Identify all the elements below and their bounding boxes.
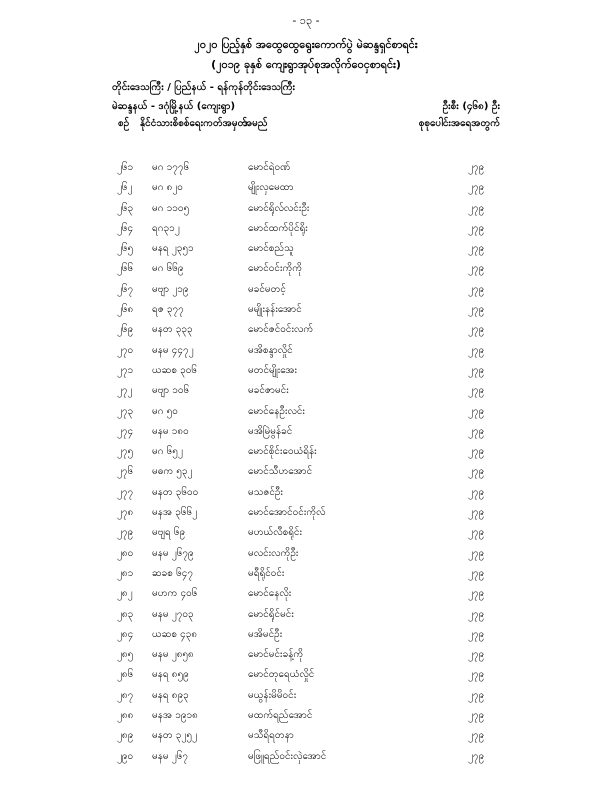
voter-table — [0, 160, 612, 769]
row-total: ၂၇၉ — [468, 567, 485, 579]
table-row — [0, 464, 612, 484]
table-row — [0, 586, 612, 606]
row-number: ၂၇၈ — [117, 507, 134, 519]
row-total: ၂၇၉ — [468, 324, 485, 336]
row-name: မောင်ရိုလ်လင်းဦး — [248, 202, 310, 214]
row-name: မသီရိရတနာ — [248, 730, 294, 742]
row-id: မဂ ၈၂၀ — [152, 182, 183, 194]
row-id: မနတ ၃၃၃ — [152, 324, 193, 336]
table-row — [0, 404, 612, 424]
row-id: မနမ ၁၈၀ — [152, 425, 189, 437]
row-total: ၂၇၉ — [468, 344, 485, 356]
row-number: ၂၆၆ — [117, 263, 134, 275]
row-number: ၂၆၂ — [117, 182, 133, 194]
table-row — [0, 424, 612, 444]
document-subtitle: (၂၀၁၉ ခုနှစ် ကျေးရွာအုပ်စုအလိုက်ဝေငှစာရင်း) — [211, 58, 401, 71]
row-id: မဗျာ ၁၀၆ — [152, 385, 190, 397]
row-total: ၂၇၉ — [468, 283, 485, 295]
table-row — [0, 546, 612, 566]
row-id: မနမ ၄၄၇၂ — [152, 344, 194, 356]
row-id: မနရ ၈၅၉ — [152, 669, 189, 681]
table-row — [0, 180, 612, 200]
table-row — [0, 667, 612, 687]
row-name: မဟယ်လီစရိုင်း — [248, 527, 303, 539]
row-number: ၂၆၈ — [117, 304, 134, 316]
row-id: ရဇ ၃၇၇ — [152, 304, 184, 316]
row-number: ၂၇၄ — [117, 425, 134, 437]
table-row — [0, 201, 612, 221]
row-number: ၂၇၆ — [117, 466, 134, 478]
row-name: မယွန်းမိမိဝင်း — [248, 689, 297, 701]
row-id: ယဆစ ၃၀၆ — [152, 364, 198, 376]
table-row — [0, 688, 612, 708]
row-number: ၂၆၉ — [117, 324, 134, 336]
row-number: ၂၈၉ — [117, 730, 134, 742]
table-row — [0, 444, 612, 464]
row-number: ၂၈၀ — [117, 547, 134, 559]
row-total: ၂၇၉ — [468, 527, 485, 539]
row-id: မဓက ၅၃၂ — [152, 466, 193, 478]
row-total: ၂၇၉ — [468, 364, 485, 376]
table-row — [0, 627, 612, 647]
table-row — [0, 647, 612, 667]
table-row — [0, 160, 612, 180]
row-number: ၂၇၂ — [117, 385, 133, 397]
row-total: ၂၇၉ — [468, 243, 485, 255]
row-total: ၂၇၉ — [468, 588, 485, 600]
table-row — [0, 525, 612, 545]
row-number: ၂၈၇ — [117, 689, 134, 701]
row-name: မခင်မတင့် — [248, 283, 286, 295]
row-id: ယဆစ ၄၃၈ — [152, 628, 198, 640]
table-row — [0, 485, 612, 505]
row-name: မအိမင်ဦး — [248, 628, 283, 640]
table-row — [0, 566, 612, 586]
row-id: မဟက ၄၀၆ — [152, 588, 198, 600]
row-id: မနမ ၂၆၇၉ — [152, 547, 194, 559]
row-number: ၂၆၇ — [117, 283, 134, 295]
row-name: မောင်သီဟအောင် — [248, 466, 313, 478]
row-total: ၂၇၉ — [468, 689, 485, 701]
table-row — [0, 302, 612, 322]
row-number: ၂၇၉ — [117, 527, 134, 539]
row-id: မဗျရ ၆၉ — [152, 527, 186, 539]
column-header-name: အမည် — [243, 118, 268, 129]
row-id: မဗျာ ၂၁၉ — [152, 283, 189, 295]
row-number: ၂၆၃ — [117, 202, 134, 214]
row-total: ၂၇၉ — [468, 730, 485, 742]
row-number: ၂၇၁ — [117, 364, 134, 376]
row-total: ၂၇၉ — [468, 405, 485, 417]
row-total: ၂၇၉ — [468, 263, 485, 275]
row-total: ၂၇၉ — [468, 385, 485, 397]
row-total: ၂၇၉ — [468, 486, 485, 498]
document-title: ၂၀၂၀ ပြည့်နှစ် အထွေထွေရွေးကောက်ပွဲ မဲဆန္ဒရှင်စာရင်း — [194, 38, 418, 51]
row-name: မောင်ဝင်းကိုကို — [248, 263, 303, 275]
table-row — [0, 505, 612, 525]
column-header-id: နိုင်ငံသားစိစစ်ရေးကတ်အမှတ် — [140, 118, 248, 129]
table-row — [0, 343, 612, 363]
page-number: - ၁၃ - — [292, 14, 320, 27]
row-total: ၂၇၉ — [468, 669, 485, 681]
row-name: မအိစန္ဒာလှိုင် — [248, 344, 293, 356]
row-number: ၂၈၂ — [117, 588, 133, 600]
table-row — [0, 261, 612, 281]
row-name: မောင်မင်းခန့်ကို — [248, 649, 304, 661]
row-name: မောင်ရိုင်မင်း — [248, 608, 294, 620]
row-name: မောင်စည်သူ — [248, 243, 294, 255]
row-name: မမျိုးနန်းအောင် — [248, 304, 302, 316]
row-number: ၂၈၈ — [117, 710, 134, 722]
row-number: ၂၈၃ — [117, 608, 134, 620]
district-label: မဲဆန္ဒနယ် - ဒဂုံမြို့နယ် (ကျေးရွာ) — [112, 101, 236, 112]
row-id: မဂ ၅၀ — [152, 405, 178, 417]
row-number: ၂၉၀ — [117, 750, 134, 762]
row-id: မနမ ၂၇၀၃ — [152, 608, 194, 620]
row-name: မောင်ဇင်ဝင်းလက် — [248, 324, 314, 336]
row-name: မလင်းလကိုဦး — [248, 547, 299, 559]
table-row — [0, 607, 612, 627]
row-number: ၂၇၃ — [117, 405, 134, 417]
row-number: ၂၈၁ — [117, 567, 134, 579]
row-name: မတင်မျိုးအေး — [248, 364, 298, 376]
row-total: ၂၇၉ — [468, 182, 485, 194]
row-id: မဂ ၁၁၀၅ — [152, 202, 190, 214]
row-id: မဂ ၆၅၂ — [152, 446, 183, 458]
row-name: မောင်နေဦးလင်း — [248, 405, 305, 417]
row-name: မသဇင်ဦး — [248, 486, 283, 498]
table-row — [0, 749, 612, 769]
column-header-total: စုစုပေါင်းအရေအတွက် — [418, 118, 500, 129]
row-id: မနတ ၃၂၅၂ — [152, 730, 197, 742]
row-total: ၂၇၉ — [468, 547, 485, 559]
row-total: ၂၇၉ — [468, 710, 485, 722]
table-row — [0, 241, 612, 261]
row-total: ၂၇၉ — [468, 507, 485, 519]
row-name: မထက်ရည်အောင် — [248, 710, 313, 722]
row-number: ၂၆၅ — [117, 243, 134, 255]
row-name: မအိမြဲမွန်ခင် — [248, 425, 293, 437]
row-id: မနအ ၃၆၆၂ — [152, 507, 198, 519]
row-number: ၂၈၆ — [117, 669, 134, 681]
row-number: ၂၇၇ — [117, 486, 134, 498]
row-id: ရဂ၃၁၂ — [152, 222, 180, 234]
row-name: မျိုးလှမေထာ — [248, 182, 294, 194]
row-total: ၂၇၉ — [468, 425, 485, 437]
row-total: ၂၇၉ — [468, 162, 485, 173]
row-id: မနမ ၂၈၅၈ — [152, 649, 194, 661]
row-id: မဂ ၆၆၉ — [152, 263, 184, 275]
row-number: ၂၇၅ — [117, 446, 134, 458]
row-id: မဂ ၁၇၇၆ — [152, 162, 190, 173]
row-total: ၂၇၉ — [468, 628, 485, 640]
row-number: ၂၈၄ — [117, 628, 134, 640]
table-row — [0, 363, 612, 383]
table-row — [0, 282, 612, 302]
row-total: ၂၇၉ — [468, 466, 485, 478]
row-name: မဖြူရည်ဝင်းလှဲအောင် — [248, 750, 327, 762]
region-label: တိုင်းဒေသကြီး / ပြည်နယ် - ရန်ကုန်တိုင်းဒေသကြီး — [112, 82, 296, 93]
table-row — [0, 221, 612, 241]
table-row — [0, 322, 612, 342]
row-name: မောင်ထက်ပိုင်ရိုး — [248, 222, 308, 234]
row-name: မခင်ဇာမင်း — [248, 385, 289, 397]
row-total: ၂၇၉ — [468, 446, 485, 458]
row-name: မောင်စိုင်းဝေယံရိန်း — [248, 446, 317, 458]
column-header-no: စဉ် — [118, 118, 130, 129]
row-id: မနမ ၂၆၇ — [152, 750, 188, 762]
row-name: မောင်အောင်ဝင်းကိုလ် — [248, 507, 326, 519]
row-name: မောင်နေလိုး — [248, 588, 292, 600]
row-number: ၂၆၁ — [117, 162, 134, 173]
row-total: ၂၇၉ — [468, 304, 485, 316]
row-id: မနတ ၃၆၀၀ — [152, 486, 199, 498]
row-name: မောင်ရဲဝဏ် — [248, 162, 291, 173]
row-name: မရီရိုင်ဝင်း — [248, 567, 285, 579]
row-id: မနအ ၁၉၁၈ — [152, 710, 198, 722]
row-total: ၂၇၉ — [468, 202, 485, 214]
table-row — [0, 708, 612, 728]
row-total: ၂၇၉ — [468, 608, 485, 620]
row-total: ၂၇၉ — [468, 649, 485, 661]
row-id: ဆခစ ၆၄၇ — [152, 567, 193, 579]
total-count-label: ဦးစီး (၄၆၈) ဦး — [442, 101, 500, 112]
row-name: မောင်တုရေယံလှိုင် — [248, 669, 315, 681]
row-id: မနရ ၂၃၅၁ — [152, 243, 194, 255]
row-number: ၂၈၅ — [117, 649, 134, 661]
row-total: ၂၇၉ — [468, 222, 485, 234]
row-id: မနရ ၈၉၃ — [152, 689, 189, 701]
row-number: ၂၇၀ — [117, 344, 134, 356]
table-row — [0, 728, 612, 748]
table-row — [0, 383, 612, 403]
row-number: ၂၆၄ — [117, 222, 134, 234]
row-total: ၂၇၉ — [468, 750, 485, 762]
